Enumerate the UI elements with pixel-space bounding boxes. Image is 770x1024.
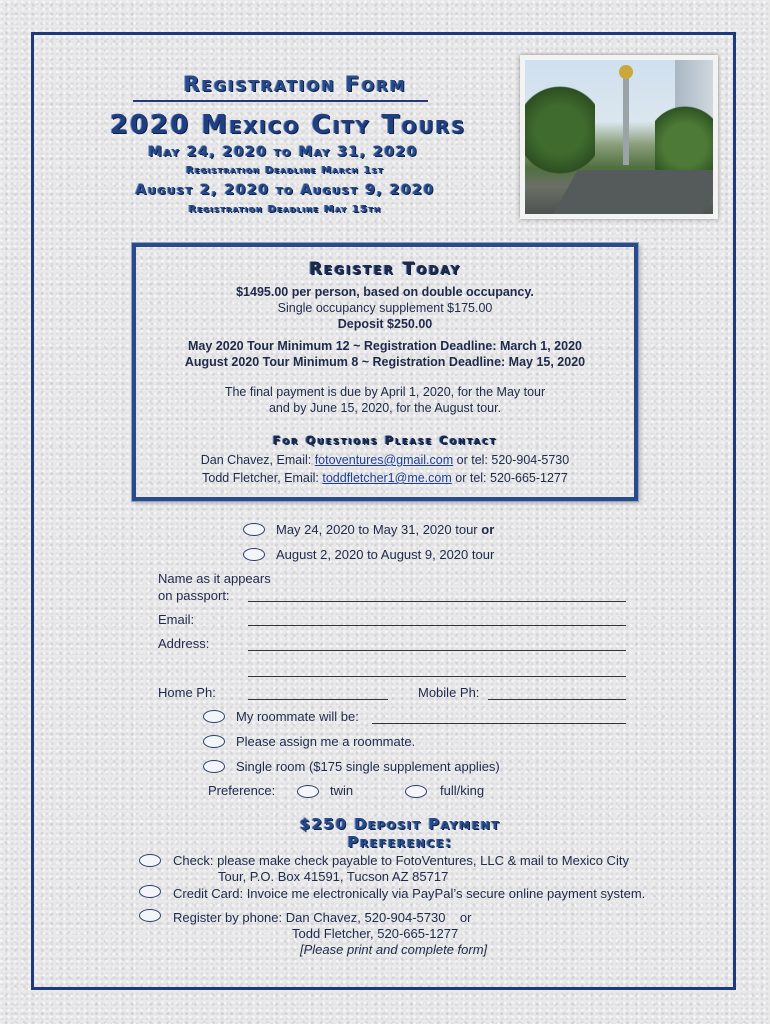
twin-label: twin — [330, 783, 354, 798]
register-box-title: Register Today — [308, 259, 462, 279]
address-field-line2[interactable] — [248, 676, 626, 677]
roommate-radio[interactable] — [203, 710, 225, 723]
title-divider — [133, 100, 428, 102]
preference-label: Preference: — [208, 783, 276, 798]
contact-todd — [136, 471, 634, 485]
print-note: [Please print and complete form] — [300, 942, 488, 957]
assign-roommate-label: Please assign me a roommate. — [236, 734, 416, 749]
may-tour-option-label: May 24, 2020 to May 31, 2020 tour — [276, 522, 482, 537]
single-room-radio[interactable] — [203, 760, 225, 773]
mobile-phone-label: Mobile Ph: — [418, 685, 480, 700]
final-payment-line2: and by June 15, 2020, for the August tour. — [268, 401, 502, 415]
contact-heading: For Questions Please Contact — [272, 433, 498, 447]
email-field[interactable] — [248, 625, 626, 626]
address-field-line1[interactable] — [248, 650, 626, 651]
phone-line1: Register by phone: Dan Chavez, 520-904-5730 or — [173, 910, 472, 925]
twin-radio[interactable] — [297, 785, 319, 798]
deposit-text: Deposit $250.00 — [337, 317, 433, 331]
may-tour-radio[interactable] — [243, 523, 265, 536]
august-minimum-text: August 2020 Tour Minimum 8 ~ Registration Deadline: May 15, 2020 — [184, 355, 586, 369]
august-tour-option-label: August 2, 2020 to August 9, 2020 tour — [276, 547, 495, 562]
final-payment-line1: The final payment is due by April 1, 2020, for the May tour — [224, 385, 546, 399]
full-king-radio[interactable] — [405, 785, 427, 798]
check-line2: Tour, P.O. Box 41591, Tucson AZ 85717 — [218, 869, 449, 884]
may-tour-dates: May 24, 2020 to May 31, 2020 — [147, 144, 418, 160]
contact-dan-prefix: Dan Chavez, Email: — [200, 453, 315, 467]
august-tour-radio[interactable] — [243, 548, 265, 561]
tour-title: 2020 Mexico City Tours — [109, 110, 467, 140]
form-title: Registration Form — [183, 72, 407, 96]
todd-email-link[interactable]: toddfletcher1@me.com — [322, 471, 452, 485]
name-field[interactable] — [248, 601, 626, 602]
payment-preference-title: $250 Deposit Payment Preference: — [299, 815, 501, 851]
address-label: Address: — [158, 636, 210, 651]
register-today-box — [132, 243, 638, 501]
may-minimum-text: May 2020 Tour Minimum 12 ~ Registration Deadline: March 1, 2020 — [188, 339, 582, 353]
email-label: Email: — [158, 612, 195, 627]
phone-line2: Todd Fletcher, 520-665-1277 — [292, 926, 459, 941]
may-tour-option — [276, 522, 494, 537]
contact-todd-suffix: or tel: 520-665-1277 — [451, 471, 568, 485]
home-phone-field[interactable] — [248, 699, 388, 700]
single-room-label: Single room ($175 single supplement applies) — [236, 759, 500, 774]
may-deadline: Registration Deadline March 1st — [185, 165, 385, 176]
check-radio[interactable] — [139, 854, 161, 867]
phone-radio[interactable] — [139, 909, 161, 922]
contact-dan — [136, 453, 634, 467]
contact-dan-suffix: or tel: 520-904-5730 — [453, 453, 570, 467]
mexico-city-photo — [520, 55, 718, 219]
august-deadline: Registration Deadline May 15th — [188, 204, 382, 215]
check-line1: Check: please make check payable to FotoVentures, LLC & mail to Mexico City — [173, 853, 629, 868]
mobile-phone-field[interactable] — [488, 699, 626, 700]
or-text: or — [481, 522, 495, 537]
name-label-line2: on passport: — [158, 588, 230, 603]
roommate-field[interactable] — [372, 723, 626, 724]
dan-email-link[interactable]: fotoventures@gmail.com — [314, 453, 454, 467]
assign-roommate-radio[interactable] — [203, 735, 225, 748]
price-text: $1495.00 per person, based on double occupancy. — [236, 285, 534, 299]
single-supplement-text: Single occupancy supplement $175.00 — [277, 301, 493, 315]
home-phone-label: Home Ph: — [158, 685, 216, 700]
credit-card-radio[interactable] — [139, 885, 161, 898]
credit-card-label: Credit Card: Invoice me electronically via PayPal’s secure online payment system. — [173, 886, 646, 901]
name-label-line1: Name as it appears — [158, 571, 271, 586]
roommate-label: My roommate will be: — [236, 709, 359, 724]
contact-todd-prefix: Todd Fletcher, Email: — [202, 471, 323, 485]
august-tour-dates: August 2, 2020 to August 9, 2020 — [135, 182, 435, 198]
full-king-label: full/king — [440, 783, 485, 798]
